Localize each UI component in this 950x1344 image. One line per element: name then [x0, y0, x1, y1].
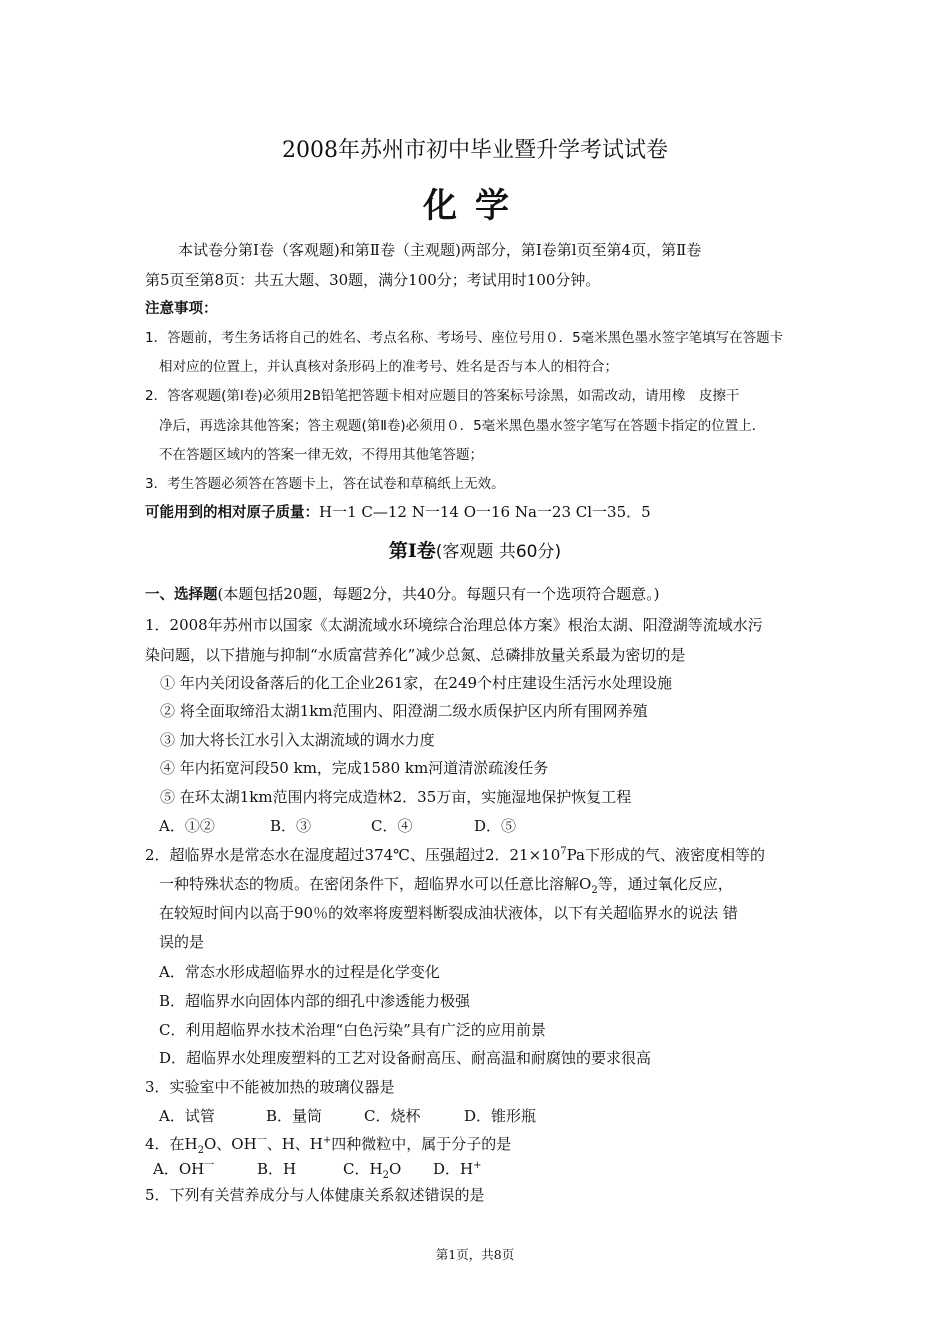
q2-exponent: 7: [560, 846, 567, 857]
note-2-line-3: 不在答题区域内的答案一律无效，不得用其他笔答题；: [159, 447, 483, 463]
note-2-line-1: 2．答客观题(第Ⅰ卷)必须用2B铅笔把答题卡相对应题目的答案标号涂黑，如需改动，请用橡 皮擦干: [145, 388, 740, 404]
q1-stem-line-2: 染问题，以下措施与抑制“水质富营养化”减少总氮、总磷排放量关系最为密切的是: [145, 646, 686, 664]
q1-option-d: D．⑤: [474, 817, 517, 835]
part-1-header: [145, 584, 659, 605]
section-1-subtitle: (客观题 共60分): [435, 542, 562, 562]
q3-options: [159, 1106, 536, 1126]
note-1-line-1: 1．答题前，考生务话将自己的姓名、考点名称、考场号、座位号用０．5毫米黑色墨水签字笔填写在答题卡: [145, 330, 784, 346]
note-1-line-2: 相对应的位置上，并认真核对条形码上的准考号、姓名是否与本人的相符合；: [159, 359, 618, 375]
q2-subscript: 2: [591, 885, 598, 896]
q1-stem-line-1: 1．2008年苏州市以国家《太湖流域水环境综合治理总体方案》根治太湖、阳澄湖等流域水污: [145, 616, 763, 634]
section-1-title: [0, 538, 950, 565]
q4-options: [153, 1159, 482, 1179]
q4-option-c-text-end: O: [388, 1160, 402, 1178]
section-1-volume: 第Ⅰ卷: [388, 540, 436, 562]
q1-options: [159, 816, 516, 836]
q4-option-d-sup: +: [473, 1160, 482, 1171]
q4-option-a-text: A．OH: [153, 1160, 205, 1178]
q3-option-a: A．试管: [159, 1107, 215, 1125]
q4-stem-superscript-1: 一: [256, 1135, 267, 1146]
q1-item-3: ③ 加大将长江水引入太湖流域的调水力度: [160, 731, 435, 749]
q4-option-c-text: C．H: [343, 1160, 383, 1178]
atomic-mass-label: 可能用到的相对原子质量：: [145, 505, 319, 521]
q1-option-a: A．①②: [159, 817, 215, 835]
q3-option-b: B．量筒: [266, 1107, 323, 1125]
q4-option-c: [343, 1159, 433, 1179]
exam-title: 2008年苏州市初中毕业暨升学考试试卷: [282, 138, 668, 163]
q4-option-a-sup: 一: [204, 1160, 215, 1171]
q2-stem-1-text: 2．超临界水是常态水在湿度超过374℃、压强超过2．21×10: [145, 846, 561, 864]
q3-option-c: C．烧杯: [364, 1107, 421, 1125]
intro-line-2: 第5页至第8页：共五大题、30题，满分100分；考试用时100分钟。: [145, 271, 601, 289]
q2-option-b: B．超临界水向固体内部的细孔中渗透能力极强: [159, 992, 471, 1010]
q2-stem-line-1: [145, 845, 765, 865]
notes-heading: 注意事项：: [145, 301, 218, 317]
subject-title: 化学: [423, 186, 527, 226]
part-1-description: (本题包括20题，每题2分，共40分。每题只有一个选项符合题意。): [217, 585, 660, 603]
q4-stem-superscript-2: +: [322, 1135, 332, 1146]
q3-option-d: D．锥形瓶: [464, 1107, 537, 1125]
q4-stem-part-1: 4．在H: [145, 1135, 198, 1153]
q2-stem-line-3: 在较短时间内以高于90％的效率将废塑料断裂成油状液体，以下有关超临界水的说法 错: [159, 904, 738, 922]
q1-option-c: C．④: [371, 817, 413, 835]
q4-stem-part-3: 、H、H: [266, 1135, 323, 1153]
q3-stem: 3．实验室中不能被加热的玻璃仪器是: [145, 1078, 395, 1096]
q4-option-c-sub: 2: [382, 1170, 389, 1181]
note-3: 3．考生答题必须答在答题卡上，答在试卷和草稿纸上无效。: [145, 476, 505, 492]
q2-stem-1-text-end: Pa下形成的气、液密度相等的: [566, 846, 765, 864]
q2-option-d: D．超临界水处理废塑料的工艺对设备耐高压、耐高温和耐腐蚀的要求很高: [159, 1049, 652, 1067]
q2-option-a: A．常态水形成超临界水的过程是化学变化: [159, 963, 440, 981]
note-2-line-2: 净后，再选涂其他答案；答主观题(第Ⅱ卷)必须用０．5毫米黑色墨水签字笔写在答题卡指定的位置上．: [159, 418, 766, 434]
atomic-mass-line: [145, 502, 651, 523]
q4-option-b: B．H: [257, 1160, 297, 1178]
q2-stem-2-text: 一种特殊状态的物质。在密闭条件下，超临界水可以任意比溶解O: [159, 875, 592, 893]
atomic-mass-values: H一1 C—12 N一14 O一16 Na一23 Cl一35．5: [319, 503, 651, 521]
q1-item-5: ⑤ 在环太湖1km范围内将完成造林2．35万亩，实施湿地保护恢复工程: [160, 788, 632, 806]
part-1-label: 一、选择题: [145, 587, 218, 603]
q4-option-d: [433, 1159, 482, 1179]
q5-stem: 5．下列有关营养成分与人体健康关系叙述错误的是: [145, 1186, 485, 1204]
q2-stem-line-2: [159, 874, 733, 894]
q4-option-d-text: D．H: [433, 1160, 474, 1178]
page-footer: 第1页，共8页: [435, 1247, 515, 1262]
q4-stem-part-4: 四种微粒中，属于分子的是: [331, 1135, 512, 1153]
q4-option-a: [153, 1159, 257, 1179]
intro-line-1: 本试卷分第Ⅰ卷（客观题)和第Ⅱ卷（主观题)两部分，第Ⅰ卷第l页至第4页，第Ⅱ卷: [178, 241, 702, 259]
q1-item-1: ① 年内关闭设备落后的化工企业261家，在249个村庄建设生活污水处理设施: [160, 674, 673, 692]
q1-item-4: ④ 年内拓宽河段50 km，完成1580 km河道清淤疏浚任务: [160, 759, 549, 777]
q4-stem-part-2: O、OH: [204, 1135, 257, 1153]
q2-stem-2-text-end: 等，通过氧化反应，: [597, 875, 733, 893]
q1-option-b: B．③: [270, 817, 312, 835]
q1-item-2: ② 将全面取缔沿太湖1km范围内、阳澄湖二级水质保护区内所有围网养殖: [160, 702, 648, 720]
q4-stem: [145, 1134, 511, 1154]
q2-stem-line-4: 误的是: [159, 933, 205, 951]
q2-option-c: C．利用超临界水技术治理“白色污染”具有广泛的应用前景: [159, 1021, 546, 1039]
q4-stem-subscript: 2: [197, 1145, 204, 1156]
